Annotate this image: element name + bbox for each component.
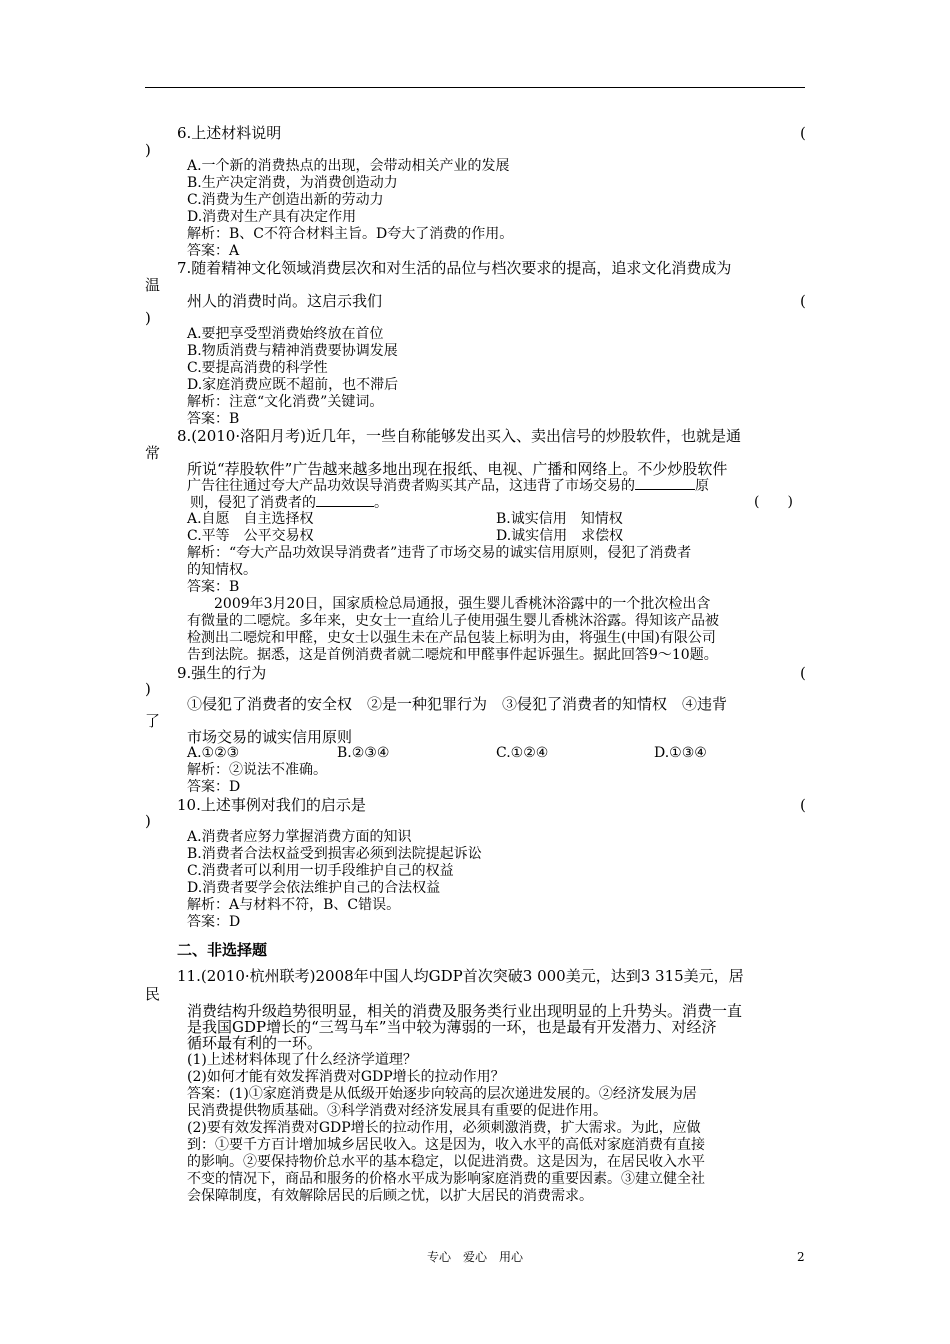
q8-wrap-char: 常 [145,444,161,462]
q8-analysis-line1: 解析：“夸大产品功效误导消费者”违背了市场交易的诚实信用原则，侵犯了消费者 [187,545,692,561]
q11-answer-line4: 到：①要千方百计增加城乡居民收入。这是因为，收入水平的高低对家庭消费有直接 [187,1137,705,1153]
q8-stem-line3 [187,477,709,495]
q9-paren-open: ( [800,664,806,682]
q6-stem: 6.上述材料说明 [177,124,282,142]
q11-stem-line1: 11.(2010·杭州联考)2008年中国人均GDP首次突破3 000美元，达到3 315美元，居 [177,967,744,985]
section-heading: 二、非选择题 [177,941,268,959]
q8-stem-line4-text: 则，侵犯了消费者的 [190,495,316,511]
q7-option-a: A.要把享受型消费始终放在首位 [187,326,384,342]
q11-subquestion-2: (2)如何才能有效发挥消费对GDP增长的拉动作用？ [187,1069,505,1085]
q9-paren-close: ) [145,680,151,698]
q10-analysis: 解析：A与材料不符，B、C错误。 [187,897,401,913]
q11-stem-line4: 循环最有利的一环。 [187,1034,323,1052]
q6-option-a: A.一个新的消费热点的出现，会带动相关产业的发展 [187,158,510,174]
q8-stem-line4 [190,494,388,512]
q10-paren-close: ) [145,812,151,830]
q11-subquestion-1: (1)上述材料体现了什么经济学道理？ [187,1052,417,1068]
q9-option-c: C.①②④ [496,745,549,761]
q7-option-c: C.要提高消费的科学性 [187,360,328,376]
q8-stem-line2: 所说“荐股软件”广告越来越多地出现在报纸、电视、广播和网络上。不少炒股软件 [187,460,728,478]
q7-analysis: 解析：注意“文化消费”关键词。 [187,394,384,410]
q11-wrap-char: 民 [145,985,161,1003]
q11-stem-line2: 消费结构升级趋势很明显，相关的消费及服务类行业出现明显的上升势头。消费一直 [187,1002,743,1020]
q8-stem-line3-end: 原 [695,478,709,494]
footer-motto: 专心 爱心 用心 [426,1250,523,1264]
q6-option-d: D.消费对生产具有决定作用 [187,209,357,225]
q9-option-b: B.②③④ [337,745,390,761]
q10-option-a: A.消费者应努力掌握消费方面的知识 [187,829,412,845]
q11-answer-line3: (2)要有效发挥消费对GDP增长的拉动作用，必须刺激消费，扩大需求。为此，应做 [187,1120,701,1136]
material-line4: 告到法院。据悉，这是首例消费者就二噁烷和甲醛事件起诉强生。据此回答9～10题。 [187,647,718,663]
q9-items-line2: 市场交易的诚实信用原则 [187,728,353,746]
q6-paren-close: ) [145,141,151,159]
q10-option-d: D.消费者要学会依法维护自己的合法权益 [187,880,441,896]
q8-option-d: D.诚实信用 求偿权 [496,528,624,544]
q8-option-a: A.自愿 自主选择权 [187,511,314,527]
q8-blank-1 [635,477,695,490]
header-rule [145,87,805,88]
q6-analysis: 解析：B、C不符合材料主旨。D夸大了消费的作用。 [187,226,514,242]
q10-answer: 答案：D [187,914,241,930]
q8-stem-line4-end: 。 [374,495,388,511]
q9-option-d: D.①③④ [654,745,707,761]
q7-paren-open: ( [800,292,806,310]
q10-stem: 10.上述事例对我们的启示是 [177,796,366,814]
material-line1: 2009年3月20日，国家质检总局通报，强生婴儿香桃沐浴露中的一个批次检出含 [214,596,711,612]
q10-paren-open: ( [800,796,806,814]
q7-option-d: D.家庭消费应既不超前，也不滞后 [187,377,399,393]
q7-stem-line1: 7.随着精神文化领域消费层次和对生活的品位与档次要求的提高，追求文化消费成为 [177,259,732,277]
q11-answer-line2: 民消费提供物质基础。③科学消费对经济发展具有重要的促进作用。 [187,1103,607,1119]
q9-analysis: 解析：②说法不准确。 [187,762,327,778]
q9-stem: 9.强生的行为 [177,664,267,682]
q11-stem-line3: 是我国GDP增长的“三驾马车”当中较为薄弱的一环，也是最有开发潜力、对经济 [187,1018,717,1036]
q8-blank-2 [316,494,374,507]
q8-stem-line1: 8.(2010·洛阳月考)近几年，一些自称能够发出买入、卖出信号的炒股软件，也就是通 [177,427,741,445]
q7-option-b: B.物质消费与精神消费要协调发展 [187,343,398,359]
q11-answer-line1: 答案：(1)①家庭消费是从低级开始逐步向较高的层次递进发展的。②经济发展为居 [187,1086,697,1102]
q9-items-line1: ①侵犯了消费者的安全权 ②是一种犯罪行为 ③侵犯了消费者的知情权 ④违背 [187,695,728,713]
q8-stem-line3-text: 广告往往通过夸大产品功效误导消费者购买其产品，这违背了市场交易的 [187,478,635,494]
material-line2: 有微量的二噁烷。多年来，史女士一直给儿子使用强生婴儿香桃沐浴露。得知该产品被 [187,613,719,629]
q8-option-c: C.平等 公平交易权 [187,528,314,544]
q8-option-b: B.诚实信用 知情权 [496,511,623,527]
q9-option-a: A.①②③ [187,745,240,761]
q11-answer-line5: 的影响。②要保持物价总水平的基本稳定，以促进消费。这是因为，在居民收入水平 [187,1154,705,1170]
q7-answer: 答案：B [187,411,240,427]
material-line3: 检测出二噁烷和甲醛，史女士以强生未在产品包装上标明为由，将强生(中国)有限公司 [187,630,716,646]
q9-wrap-char: 了 [145,712,161,730]
q7-wrap-char: 温 [145,276,161,294]
q6-option-c: C.消费为生产创造出新的劳动力 [187,192,384,208]
q11-answer-line6: 不变的情况下，商品和服务的价格水平成为影响家庭消费的重要因素。③建立健全社 [187,1171,705,1187]
q8-analysis-line2: 的知情权。 [187,562,257,578]
q8-answer: 答案：B [187,579,240,595]
q7-stem-line2: 州人的消费时尚。这启示我们 [187,292,383,310]
q6-option-b: B.生产决定消费，为消费创造动力 [187,175,398,191]
q7-paren-close: ) [145,309,151,327]
q9-answer: 答案：D [187,779,241,795]
q11-answer-line7: 会保障制度，有效解除居民的后顾之忧，以扩大居民的消费需求。 [187,1188,593,1204]
q6-answer: 答案：A [187,243,240,259]
q10-option-c: C.消费者可以利用一切手段维护自己的权益 [187,863,454,879]
page-number: 2 [797,1250,805,1264]
q6-paren-open: ( [800,124,806,142]
q10-option-b: B.消费者合法权益受到损害必须到法院提起诉讼 [187,846,482,862]
q8-answer-paren: ( ) [754,494,793,510]
